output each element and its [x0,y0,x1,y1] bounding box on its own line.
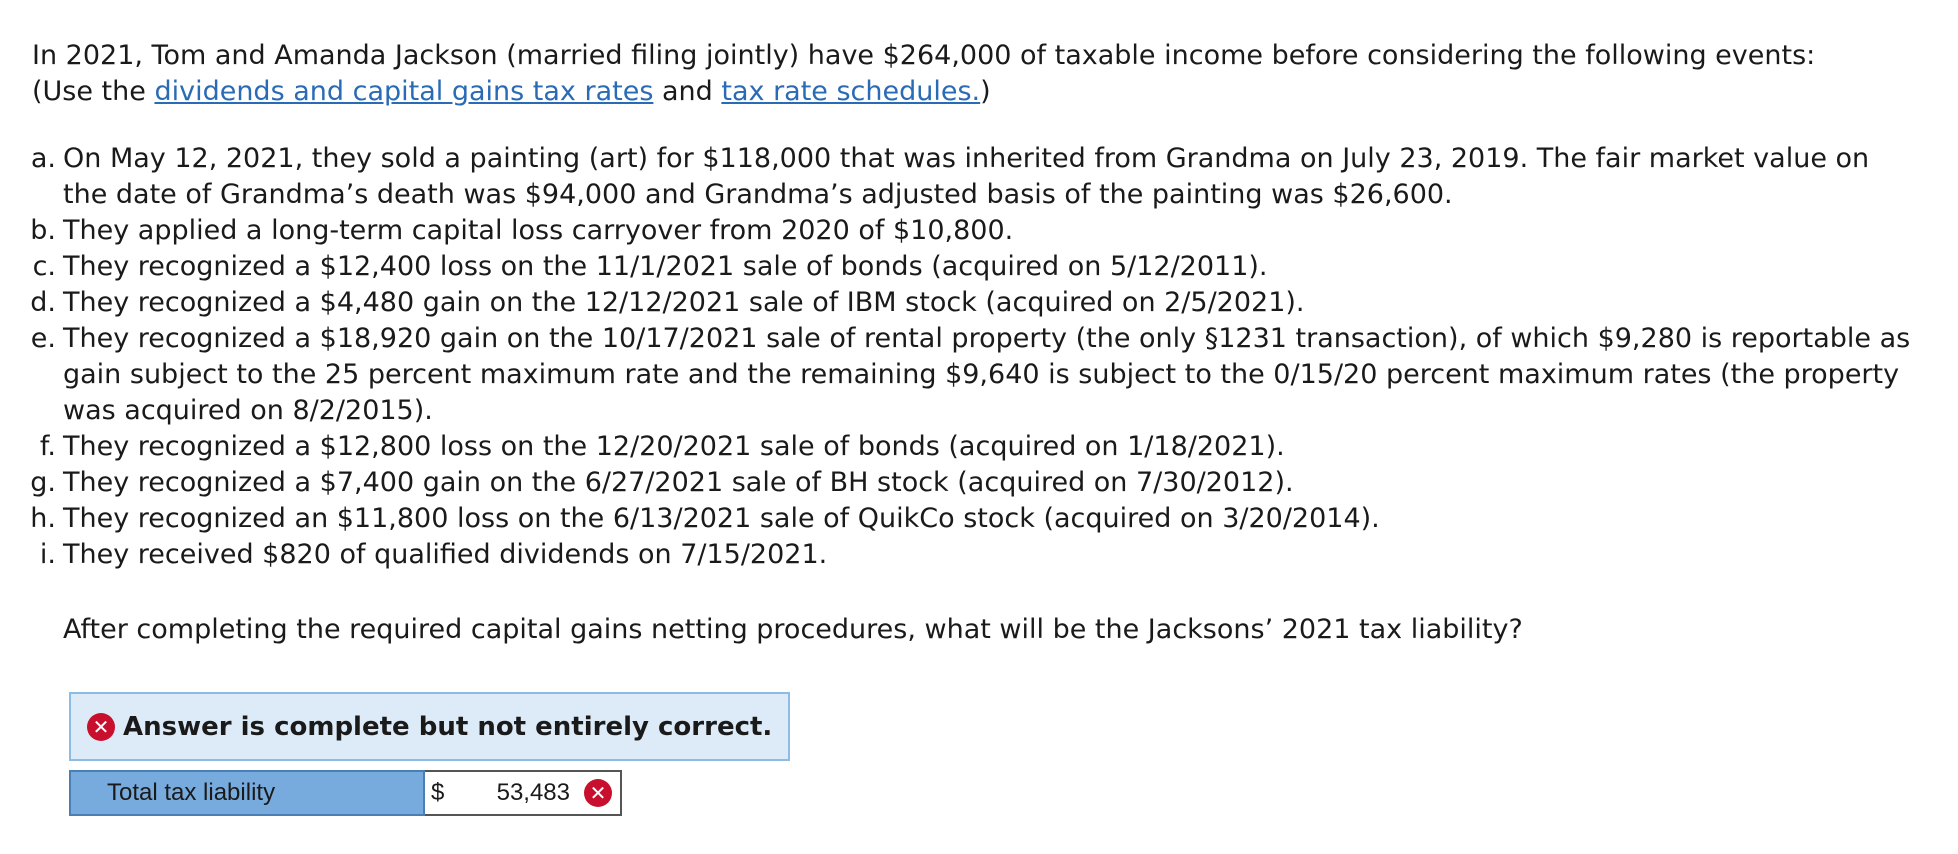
list-marker: c. [32,251,56,282]
list-marker: i. [39,539,56,570]
answer-status-box [69,692,790,761]
list-item [16,249,1916,285]
list-item-text: They recognized a $4,480 gain on the 12/12/2021 sale of IBM stock (acquired on 2/5/2021). [63,287,1305,318]
list-marker: d. [30,287,56,318]
events-list [16,141,1916,573]
list-item [16,321,1916,429]
currency-symbol: $ [431,779,445,806]
list-marker: h. [30,503,56,534]
list-item [16,429,1916,465]
intro-line-2-suffix: ) [980,76,991,107]
dividends-capital-gains-rates-link[interactable]: dividends and capital gains tax rates [154,76,654,107]
intro-line-2-middle: and [653,76,722,107]
list-item-text: They applied a long-term capital loss carryover from 2020 of $10,800. [63,215,1014,246]
intro-line-2 [32,74,1932,110]
list-item-text: They recognized an $11,800 loss on the 6/13/2021 sale of QuikCo stock (acquired on 3/20/2014). [63,503,1380,534]
incorrect-x-icon: ✕ [87,713,115,741]
list-item-text: They recognized a $12,800 loss on the 12/20/2021 sale of bonds (acquired on 1/18/2021). [63,431,1285,462]
list-marker: b. [30,215,56,246]
list-item-text: On May 12, 2021, they sold a painting (art) for $118,000 that was inherited from Grandma on July 23, 2019. The fair market value on the date of Grandma’s death was $94,000 and Grandma’s adjusted basis of the painting was $26,600. [63,143,1870,210]
list-item-text: They recognized a $12,400 loss on the 11/1/2021 sale of bonds (acquired on 5/12/2011). [63,251,1268,282]
answer-row [69,770,622,816]
problem-intro [32,38,1932,110]
list-marker: f. [39,431,56,462]
list-item [16,501,1916,537]
list-item-text: They recognized a $7,400 gain on the 6/27/2021 sale of BH stock (acquired on 7/30/2012). [63,467,1294,498]
list-item [16,465,1916,501]
total-tax-liability-value: 53,483 [496,779,570,806]
list-marker: e. [30,323,56,354]
list-item [16,285,1916,321]
list-item [16,537,1916,573]
list-item [16,141,1916,213]
intro-line-1: In 2021, Tom and Amanda Jackson (married filing jointly) have $264,000 of taxable income before considering the following events: [32,40,1816,71]
incorrect-x-icon: ✕ [584,779,612,807]
answer-status-text: Answer is complete but not entirely correct. [123,711,773,742]
question-text: After completing the required capital gains netting procedures, what will be the Jacksons’ 2021 tax liability? [63,614,1523,645]
total-tax-liability-field[interactable] [425,770,622,816]
list-marker: a. [30,143,56,174]
list-item-text: They recognized a $18,920 gain on the 10/17/2021 sale of rental property (the only §1231 transaction), of which $9,280 is reportable as gain subject to the 25 percent maximum rate and the remaining $9,640 is subject to the 0/15/20 percent maximum rates (the property was acquired on 8/2/2015). [63,323,1911,426]
list-item [16,213,1916,249]
list-marker: g. [30,467,56,498]
total-tax-liability-label: Total tax liability [69,770,425,816]
intro-line-2-prefix: (Use the [32,76,155,107]
tax-rate-schedules-link[interactable]: tax rate schedules. [721,76,981,107]
list-item-text: They received $820 of qualified dividends on 7/15/2021. [63,539,828,570]
